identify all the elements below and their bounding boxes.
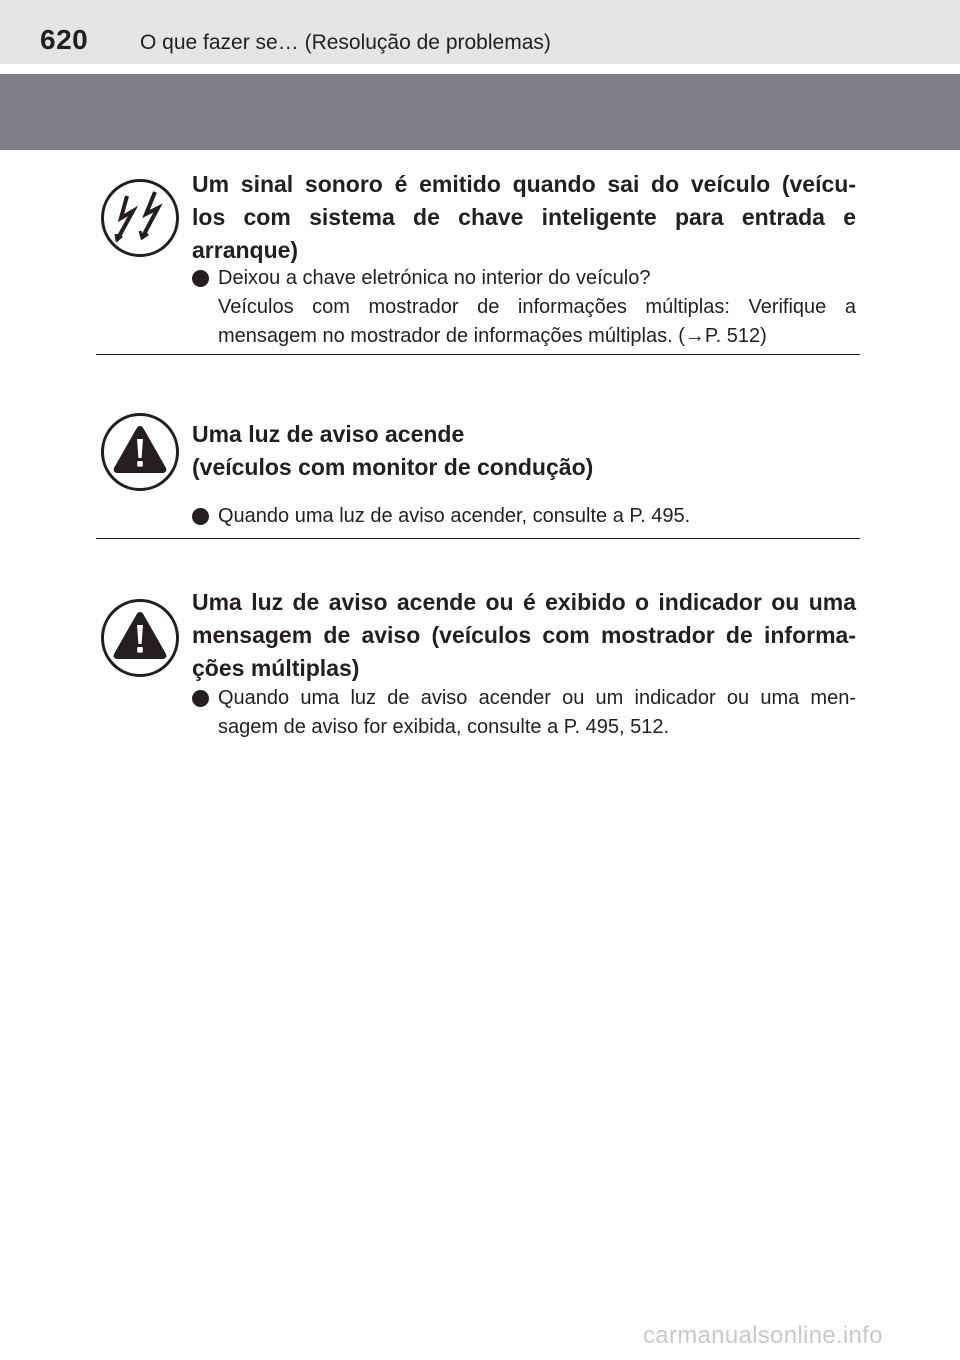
list-item: Quando uma luz de aviso acender, consulte a P. 495.	[192, 502, 856, 531]
list-item: Quando uma luz de aviso acender ou um indicador ou uma men- sagem de aviso for exibida, consulte a P. 495, 512.	[192, 684, 856, 742]
section-heading: Um sinal sonoro é emitido quando sai do veículo (veícu- los com sistema de chave inteligente para entrada e arranque)	[192, 171, 856, 263]
bullet-icon	[192, 508, 209, 525]
page-header	[0, 0, 960, 64]
header-band	[0, 74, 960, 150]
page-number: 620	[40, 24, 89, 55]
section-heading: Uma luz de aviso acende (veículos com monitor de condução)	[192, 421, 594, 480]
bullet-icon	[192, 690, 209, 707]
section-divider	[96, 354, 860, 355]
exclamation-warning-icon	[100, 598, 180, 678]
chapter-title: O que fazer se… (Resolução de problemas)	[140, 31, 551, 54]
section-heading: Uma luz de aviso acende ou é exibido o indicador ou uma mensagem de aviso (veículos com mostrador de informa- ções múltiplas)	[192, 589, 856, 681]
lightning-warning-icon	[100, 178, 180, 258]
watermark: carmanualsonline.info	[643, 1322, 883, 1349]
exclamation-warning-icon	[100, 412, 180, 492]
list-item: Deixou a chave eletrónica no interior do veículo? Veículos com mostrador de informações múltiplas: Verifique a mensagem no mostrador de informações múltiplas. (→P. 512)	[192, 264, 856, 351]
section-divider	[96, 538, 860, 539]
bullet-icon	[192, 270, 209, 287]
